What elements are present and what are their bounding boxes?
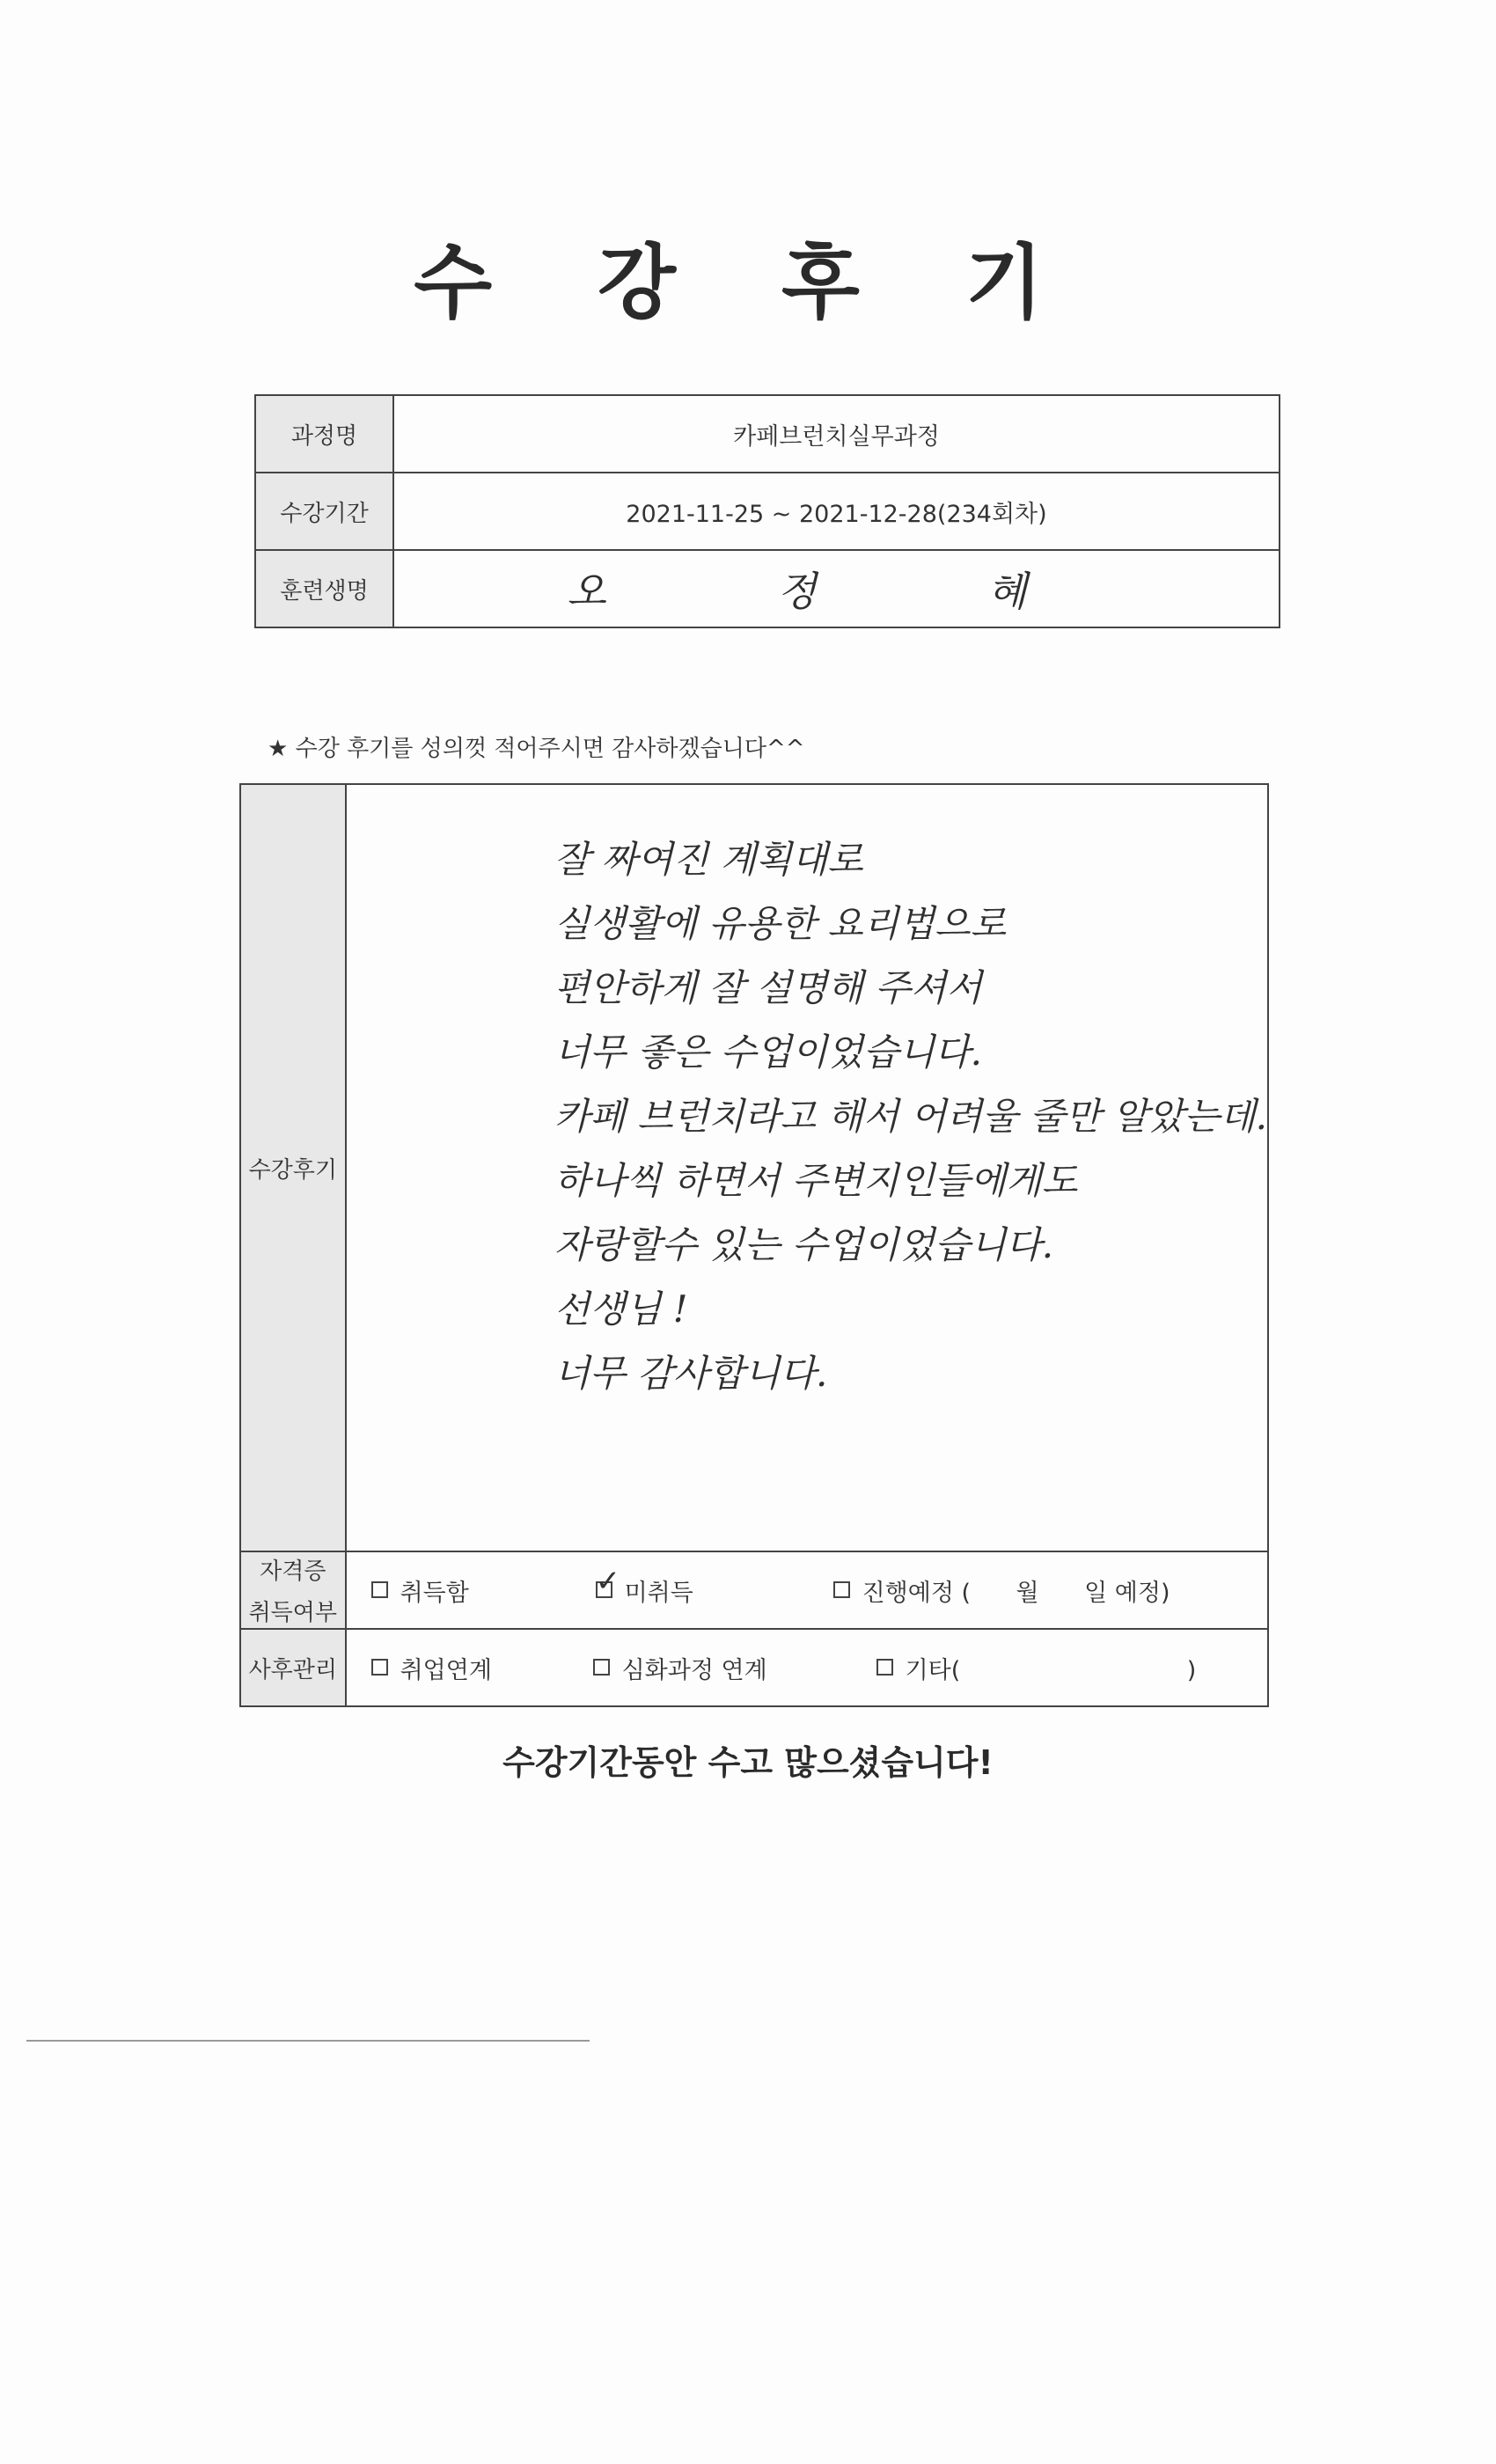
checkbox-icon — [876, 1659, 893, 1676]
period-value: 2021-11-25 ~ 2021-12-28(234회차) — [393, 473, 1280, 550]
review-text-area — [346, 784, 1268, 1551]
course-info-table — [254, 394, 1280, 628]
review-line: 너무 감사합니다. — [554, 1352, 828, 1395]
cert-option-label: 미취득 — [624, 1579, 693, 1607]
certificate-label-line1: 자격증 — [260, 1558, 326, 1585]
trainee-row — [255, 550, 1280, 627]
checkbox-icon — [371, 1659, 388, 1676]
cert-option-not-obtained[interactable] — [596, 1573, 833, 1608]
closing-message: 수강기간동안 수고 많으셨습니다! — [502, 1743, 994, 1782]
review-line: 편안하게 잘 설명해 주셔서 — [554, 966, 982, 1009]
aftercare-option-label: 취업연계 — [400, 1656, 492, 1684]
certificate-label-line2: 취득여부 — [248, 1600, 338, 1626]
aftercare-label: 사후관리 — [240, 1629, 346, 1706]
aftercare-option-label: 기타( ) — [905, 1656, 1197, 1684]
cert-option-label: 취득함 — [400, 1579, 469, 1607]
cert-option-obtained[interactable] — [371, 1573, 596, 1608]
document-title: 수 강 후 기 — [414, 236, 1082, 330]
review-table — [239, 783, 1269, 1707]
scan-edge-line — [26, 2040, 590, 2042]
aftercare-options — [346, 1629, 1268, 1706]
certificate-label — [240, 1551, 346, 1629]
course-row — [255, 395, 1280, 473]
aftercare-option-advanced[interactable] — [593, 1651, 876, 1685]
review-line: 하나씩 하면서 주변지인들에게도 — [554, 1159, 1078, 1202]
review-line: 자랑할수 있는 수업이었습니다. — [554, 1223, 1054, 1266]
period-label: 수강기간 — [255, 473, 393, 550]
period-row — [255, 473, 1280, 550]
cert-option-label: 진행예정 ( 월 일 예정) — [862, 1579, 1170, 1607]
aftercare-option-job[interactable] — [371, 1651, 593, 1685]
trainee-name-handwritten: 오 정 혜 — [393, 550, 1280, 627]
checkbox-icon — [371, 1581, 388, 1598]
certificate-row — [240, 1551, 1268, 1629]
aftercare-row — [240, 1629, 1268, 1706]
checkbox-icon — [833, 1581, 850, 1598]
review-line: 카페 브런치라고 해서 어려울 줄만 알았는데. — [554, 1095, 1267, 1138]
review-label: 수강후기 — [240, 784, 346, 1551]
trainee-label: 훈련생명 — [255, 550, 393, 627]
certificate-options — [346, 1551, 1268, 1629]
checkbox-icon — [593, 1659, 610, 1676]
review-line: 실생활에 유용한 요리법으로 — [554, 902, 1007, 945]
checked-checkbox-icon — [596, 1581, 612, 1598]
aftercare-option-other[interactable] — [876, 1651, 1197, 1685]
aftercare-option-label: 심화과정 연계 — [621, 1656, 767, 1684]
review-row — [240, 784, 1268, 1551]
cert-option-scheduled[interactable] — [833, 1573, 1170, 1608]
review-line: 너무 좋은 수업이었습니다. — [554, 1030, 982, 1074]
review-handwritten-lines — [347, 785, 1267, 1405]
course-value: 카페브런치실무과정 — [393, 395, 1280, 473]
review-line: 잘 짜여진 계획대로 — [554, 838, 863, 881]
course-label: 과정명 — [255, 395, 393, 473]
review-line: 선생님 ! — [554, 1287, 688, 1331]
review-notice: ★ 수강 후기를 성의껏 적어주시면 감사하겠습니다^^ — [268, 736, 805, 762]
